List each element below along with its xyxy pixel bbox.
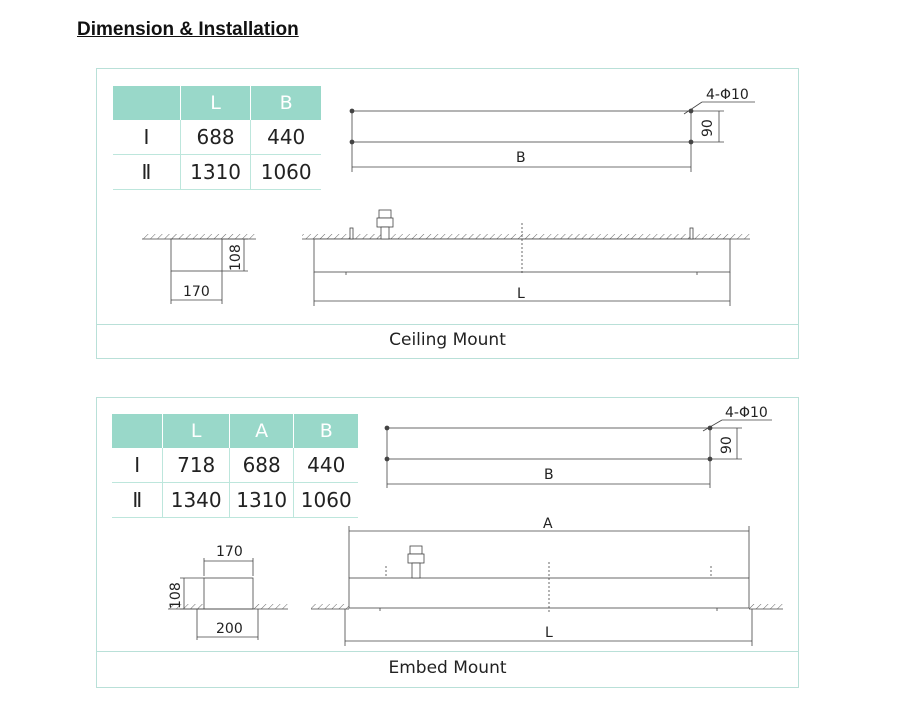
ceiling-top-frame xyxy=(352,111,691,142)
embed-junction-box xyxy=(410,546,422,554)
embed-row2-a: 1310 xyxy=(229,483,294,518)
embed-row1-l: 718 xyxy=(163,448,229,483)
ceiling-l-label: L xyxy=(517,286,525,302)
embed-row2-b: 1060 xyxy=(294,483,358,518)
embed-top-view xyxy=(385,420,772,488)
ceiling-junction-box xyxy=(377,218,393,227)
embed-row1-a: 688 xyxy=(229,448,294,483)
ceiling-height-label: 90 xyxy=(700,119,716,137)
embed-hole-label: 4-Φ10 xyxy=(725,405,768,421)
embed-side-bottom-width-label: 200 xyxy=(216,621,243,637)
ceiling-side-width-label: 170 xyxy=(183,284,210,300)
ceiling-front-hatch xyxy=(302,234,750,239)
ceiling-row1-b: 440 xyxy=(251,120,321,155)
ceiling-mount-caption: Ceiling Mount xyxy=(389,330,506,350)
embed-side-hatch-right xyxy=(253,604,288,609)
ceiling-hole-icon xyxy=(350,109,354,113)
ceiling-row1-model: I xyxy=(113,120,180,155)
embed-hole-icon xyxy=(385,426,389,430)
embed-a-label: A xyxy=(543,516,553,532)
embed-height-label: 90 xyxy=(719,436,735,454)
embed-side-body xyxy=(204,578,253,609)
ceiling-row2-b: 1060 xyxy=(251,155,321,190)
page-heading: Dimension & Installation xyxy=(77,19,299,40)
ceiling-side-hatch xyxy=(142,234,256,239)
embed-hole-leader xyxy=(703,420,722,431)
ceiling-junction-box xyxy=(379,210,391,218)
embed-side-height-label: 108 xyxy=(168,582,184,609)
embed-row2-model: Ⅱ xyxy=(112,483,163,518)
embed-header-a: A xyxy=(229,414,294,448)
ceiling-header-l: L xyxy=(180,86,251,120)
embed-header-b: B xyxy=(294,414,358,448)
embed-top-frame xyxy=(387,428,710,459)
embed-row1-b: 440 xyxy=(294,448,358,483)
ceiling-side-height-label: 108 xyxy=(228,244,244,271)
ceiling-b-label: B xyxy=(516,150,526,166)
ceiling-top-view xyxy=(350,102,755,172)
embed-b-label: B xyxy=(544,467,554,483)
ceiling-header-b: B xyxy=(251,86,321,120)
embed-junction-box xyxy=(408,554,424,563)
embed-mount-caption: Embed Mount xyxy=(388,658,507,678)
ceiling-hole-label: 4-Φ10 xyxy=(706,87,749,103)
ceiling-side-body xyxy=(171,239,222,271)
embed-row1-model: I xyxy=(112,448,163,483)
embed-l-label: L xyxy=(545,625,553,641)
embed-front-hatch-left xyxy=(311,604,349,609)
embed-header-l: L xyxy=(163,414,229,448)
embed-row2-l: 1340 xyxy=(163,483,229,518)
ceiling-row2-l: 1310 xyxy=(180,155,251,190)
embed-front-hatch-right xyxy=(749,604,783,609)
embed-junction-box xyxy=(412,563,420,578)
ceiling-row1-l: 688 xyxy=(180,120,251,155)
ceiling-row2-model: Ⅱ xyxy=(113,155,180,190)
ceiling-junction-box xyxy=(381,227,389,239)
ceiling-front-bolt-left xyxy=(350,228,353,239)
ceiling-front-bolt-right xyxy=(690,228,693,239)
embed-side-top-width-label: 170 xyxy=(216,544,243,560)
ceiling-front-view xyxy=(302,210,750,306)
